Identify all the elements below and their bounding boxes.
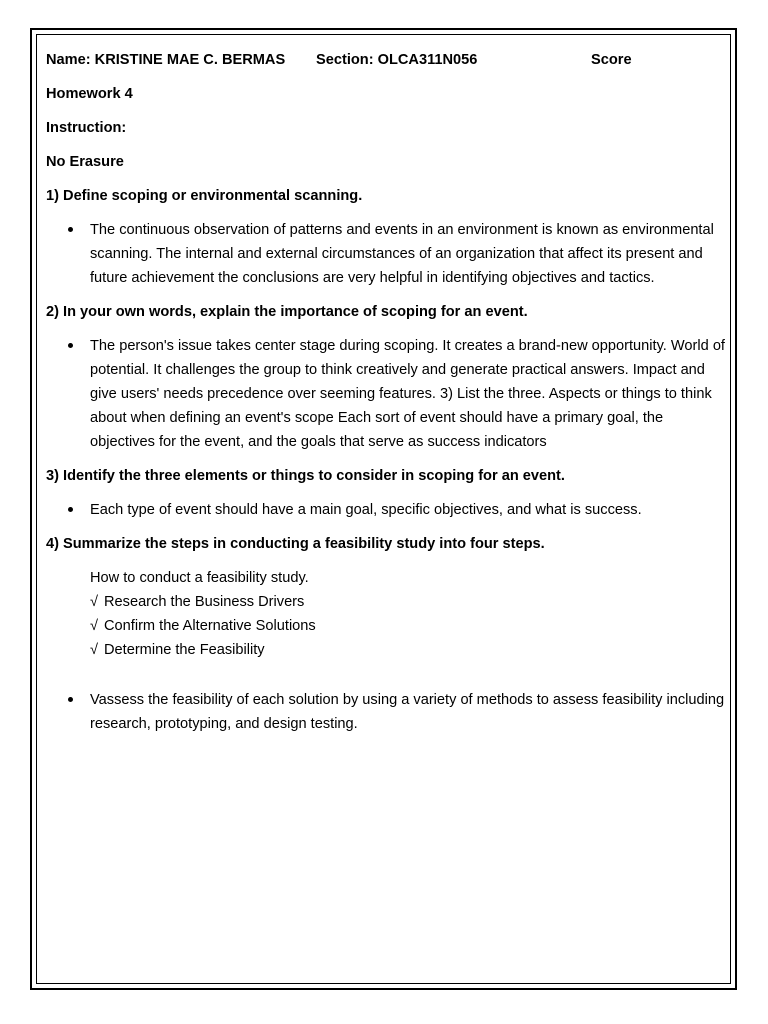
question-2: 2) In your own words, explain the importance of scoping for an event. bbox=[46, 304, 528, 320]
answer-list-3 bbox=[46, 498, 726, 522]
check-mark-icon: √ bbox=[90, 642, 99, 658]
step-text: Confirm the Alternative Solutions bbox=[104, 618, 316, 634]
answer-3: Each type of event should have a main goal, specific objectives, and what is success. bbox=[46, 498, 726, 522]
step-text: Determine the Feasibility bbox=[104, 642, 265, 658]
step-item bbox=[90, 638, 726, 662]
document-content bbox=[46, 48, 726, 746]
feasibility-steps bbox=[46, 566, 726, 662]
answer-list-4 bbox=[46, 688, 726, 736]
question-4: 4) Summarize the steps in conducting a feasibility study into four steps. bbox=[46, 536, 545, 552]
score-label: Score bbox=[591, 52, 632, 68]
step-item bbox=[90, 590, 726, 614]
student-name: Name: KRISTINE MAE C. BERMAS bbox=[46, 52, 286, 68]
answer-1: The continuous observation of patterns and events in an environment is known as environmental scanning. The internal and external circumstances of an organization that affect its present and future achievement the conclusions are very helpful in identifying objectives and tactics. bbox=[46, 218, 726, 290]
no-erasure-note: No Erasure bbox=[46, 154, 124, 170]
check-mark-icon: √ bbox=[90, 594, 99, 610]
step-item bbox=[90, 614, 726, 638]
check-mark-icon: √ bbox=[90, 618, 99, 634]
instruction-label: Instruction: bbox=[46, 120, 127, 136]
question-1: 1) Define scoping or environmental scanning. bbox=[46, 188, 363, 204]
answer-list-2 bbox=[46, 334, 726, 454]
answer-4: Vassess the feasibility of each solution by using a variety of methods to assess feasibility including research, prototyping, and design testing. bbox=[46, 688, 726, 736]
step-text: Research the Business Drivers bbox=[104, 594, 305, 610]
steps-intro: How to conduct a feasibility study. bbox=[90, 570, 309, 586]
question-3: 3) Identify the three elements or things to consider in scoping for an event. bbox=[46, 468, 565, 484]
answer-2: The person's issue takes center stage during scoping. It creates a brand-new opportunity. World of potential. It challenges the group to think creatively and generate practical answers. Impact and give users' needs precedence over seeming features. 3) List the three. Aspects or things to think about when defining an event's scope Each sort of event should have a primary goal, the objectives for the event, and the goals that serve as success indicators bbox=[46, 334, 726, 454]
homework-title: Homework 4 bbox=[46, 86, 133, 102]
section-label: Section: OLCA311N056 bbox=[316, 52, 478, 68]
answer-list-1 bbox=[46, 218, 726, 290]
header-row bbox=[46, 48, 726, 70]
